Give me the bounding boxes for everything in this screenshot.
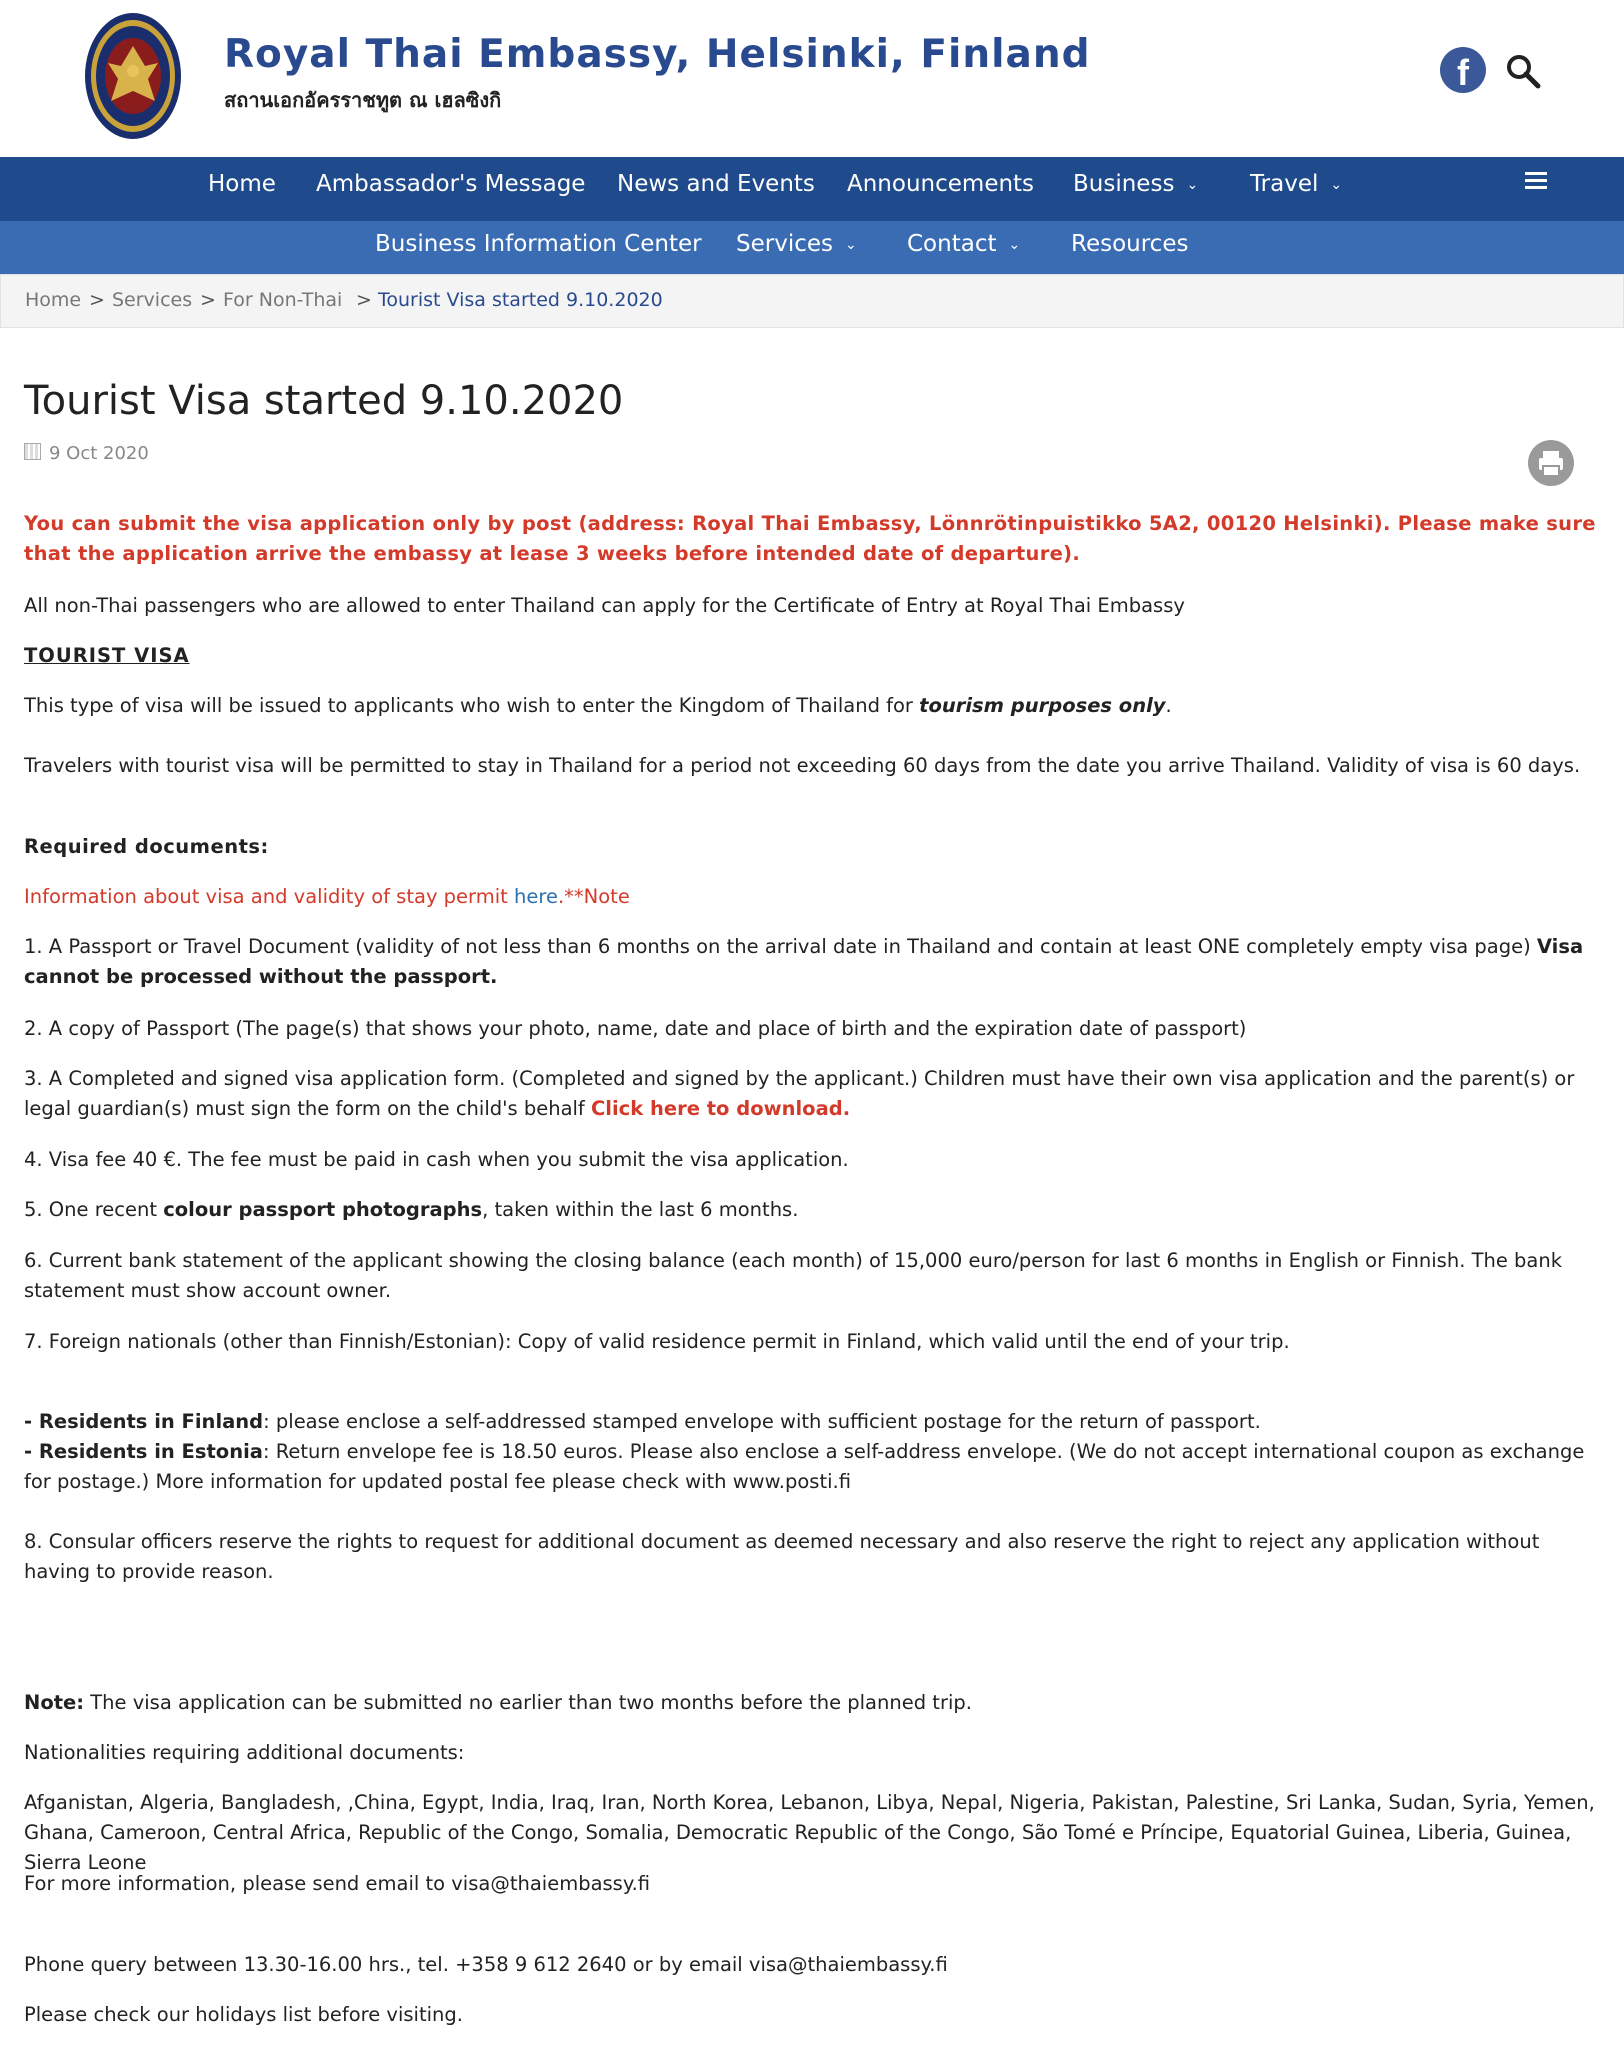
chevron-down-icon: ⌄	[845, 236, 857, 253]
note-text: The visa application can be submitted no earlier than two months before the planned trip.	[84, 1691, 972, 1714]
breadcrumb-separator: >	[89, 289, 105, 311]
printer-icon	[1528, 440, 1574, 486]
secondary-nav	[0, 221, 1624, 274]
visa-info-link[interactable]: here	[514, 885, 558, 908]
note-label: Note:	[24, 1691, 85, 1714]
primary-nav	[0, 157, 1624, 221]
residents-finland-label: - Residents in Finland	[24, 1410, 264, 1433]
nav-item-announcements[interactable]: Announcements	[847, 171, 1035, 197]
nav-item-news-and-events[interactable]: News and Events	[617, 171, 815, 197]
tourism-purposes-emphasis: tourism purposes only	[919, 694, 1166, 717]
residents-finland-text: : please enclose a self-addressed stamped envelope with sufficient postage for the return of passport.	[263, 1410, 1261, 1433]
nav-item-business[interactable]	[1073, 171, 1198, 197]
visa-type-text-pre: This type of visa will be issued to applicants who wish to enter the Kingdom of Thailand for	[24, 694, 920, 717]
site-subtitle-thai: สถานเอกอัครราชทูต ณ เฮลซิงกิ	[224, 88, 502, 112]
more-info-text: For more information, please send email to visa@thaiembassy.fi	[24, 1872, 651, 1895]
site-header	[0, 0, 1624, 157]
document-item-3-text: 3. A Completed and signed visa application form. (Completed and signed by the applicant.) Children must have their own visa application and the parent(s) or legal guardian(s) must sign the form on the child's behalf	[24, 1067, 1575, 1120]
document-item-4: 4. Visa fee 40 €. The fee must be paid in cash when you submit the visa application.	[24, 1148, 849, 1171]
residents-estonia-label: - Residents in Estonia	[24, 1440, 263, 1463]
nav-item-services-label: Services	[736, 231, 833, 257]
breadcrumb-current: Tourist Visa started 9.10.2020	[378, 289, 663, 311]
visa-type-text	[24, 691, 1604, 721]
document-item-7: 7. Foreign nationals (other than Finnish/Estonian): Copy of valid residence permit in Finland, which valid until the end of your trip.	[24, 1330, 1290, 1353]
required-documents-heading: Required documents:	[24, 835, 269, 858]
post-date-text: 9 Oct 2020	[49, 443, 149, 464]
embassy-logo[interactable]	[83, 11, 183, 141]
holidays-text: Please check our holidays list before visiting.	[24, 2003, 463, 2026]
nationalities-heading: Nationalities requiring additional documents:	[24, 1741, 465, 1764]
document-item-2: 2. A copy of Passport (The page(s) that shows your photo, name, date and place of birth and the expiration date of passport)	[24, 1017, 1247, 1040]
facebook-icon[interactable]: f	[1440, 47, 1486, 93]
submission-note	[24, 1688, 1604, 1718]
residents-estonia-text: : Return envelope fee is 18.50 euros. Please also enclose a self-address envelope. (We do not accept international coupon as exchange for postage.) More information for updated postal fee please check with www.posti.fi	[24, 1440, 1585, 1493]
document-item-1-text: 1. A Passport or Travel Document (validity of not less than 6 months on the arrival date in Thailand and contain at least ONE completely empty visa page)	[24, 935, 1537, 958]
search-icon[interactable]	[1505, 53, 1541, 89]
stay-duration-text: Travelers with tourist visa will be permitted to stay in Thailand for a period not exceeding 60 days from the date you arrive Thailand. Validity of visa is 60 days.	[24, 754, 1581, 777]
visa-info-text	[24, 882, 1604, 912]
submission-notice: You can submit the visa application only by post (address: Royal Thai Embassy, Lönnrötinpuistikko 5A2, 00120 Helsinki). Please make sure that the application arrive the embassy at lease 3 weeks before intended date of departure).	[24, 512, 1596, 565]
residents-finland	[24, 1407, 1604, 1437]
nav-item-home[interactable]: Home	[208, 171, 276, 197]
tourist-visa-heading: TOURIST VISA	[24, 644, 190, 667]
passport-required-emphasis: Visa cannot be processed without the passport.	[24, 935, 1584, 988]
visa-info-pre: Information about visa and validity of stay permit	[24, 885, 514, 908]
breadcrumb-for-non-thai[interactable]: For Non-Thai	[223, 289, 343, 311]
intro-text: All non-Thai passengers who are allowed to enter Thailand can apply for the Certificate of Entry at Royal Thai Embassy	[24, 594, 1185, 617]
nav-item-travel[interactable]	[1250, 171, 1342, 197]
visa-info-note: .**Note	[557, 885, 630, 908]
post-date	[24, 443, 149, 464]
passport-photo-emphasis: colour passport photographs	[163, 1198, 483, 1221]
nav-item-ambassadors-message[interactable]: Ambassador's Message	[316, 171, 586, 197]
nav-item-travel-label: Travel	[1250, 171, 1319, 197]
visa-type-text-post: .	[1165, 694, 1172, 717]
nav-item-contact[interactable]	[907, 231, 1020, 257]
breadcrumb-separator: >	[200, 289, 216, 311]
nav-item-resources[interactable]: Resources	[1071, 231, 1189, 257]
nav-item-business-information-center[interactable]: Business Information Center	[375, 231, 702, 257]
chevron-down-icon: ⌄	[1008, 236, 1021, 253]
site-title[interactable]: Royal Thai Embassy, Helsinki, Finland	[224, 32, 1091, 77]
page-title: Tourist Visa started 9.10.2020	[24, 378, 624, 424]
download-form-link[interactable]: Click here to download.	[591, 1097, 851, 1120]
nav-item-services[interactable]	[736, 231, 857, 257]
chevron-down-icon: ⌄	[1186, 176, 1199, 193]
document-item-6: 6. Current bank statement of the applicant showing the closing balance (each month) of 15,000 euro/person for last 6 months in English or Finnish. The bank statement must show account owner.	[24, 1249, 1563, 1302]
document-item-5-pre: 5. One recent	[24, 1198, 164, 1221]
nav-item-business-label: Business	[1073, 171, 1175, 197]
nationalities-list: Afganistan, Algeria, Bangladesh, ,China, Egypt, India, Iraq, Iran, North Korea, Lebanon, Libya, Nepal, Nigeria, Pakistan, Palestine, Sri Lanka, Sudan, Syria, Yemen, Ghana, Cameroon, Central Africa, Republic of the Congo, Somalia, Democratic Republic of the Congo, São Tomé e Príncipe, Equatorial Guinea, Liberia, Guinea, Sierra Leone	[24, 1791, 1595, 1874]
calendar-icon	[24, 443, 41, 460]
document-item-8: 8. Consular officers reserve the rights to request for additional document as deemed necessary and also reserve the right to reject any application without having to provide reason.	[24, 1530, 1540, 1583]
document-item-5	[24, 1195, 1604, 1225]
nav-item-contact-label: Contact	[907, 231, 997, 257]
phone-query-text: Phone query between 13.30-16.00 hrs., tel. +358 9 612 2640 or by email visa@thaiembassy.fi	[24, 1953, 948, 1976]
document-item-5-post: , taken within the last 6 months.	[482, 1198, 799, 1221]
breadcrumb-services[interactable]: Services	[112, 289, 193, 311]
hamburger-menu-icon[interactable]	[1525, 172, 1547, 192]
document-item-1	[24, 932, 1604, 992]
print-button[interactable]	[1528, 440, 1574, 486]
residents-estonia	[24, 1437, 1604, 1497]
chevron-down-icon: ⌄	[1330, 176, 1343, 193]
breadcrumb	[0, 274, 1624, 328]
breadcrumb-home[interactable]: Home	[25, 289, 82, 311]
breadcrumb-separator: >	[356, 289, 372, 311]
document-item-3	[24, 1064, 1604, 1124]
